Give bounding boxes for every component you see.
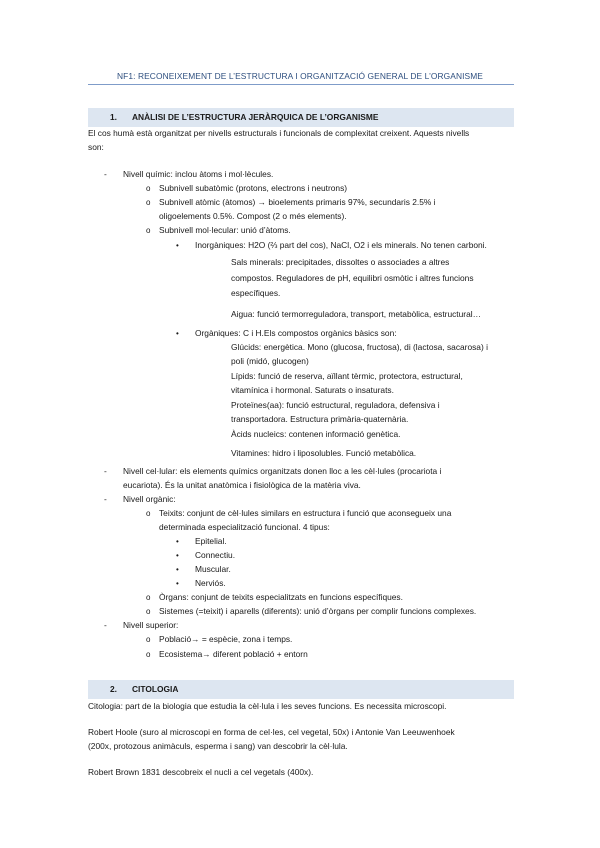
circle-bullet: o — [146, 198, 151, 207]
acids-nucleics: Àcids nucleics: contenen informació genètica. — [231, 429, 401, 439]
intro-line-1: El cos humà està organitzat per nivells estructurals i funcionals de complexitat creixent. Aquests nivells — [88, 128, 470, 138]
sals-line-1: Sals minerals: precipitades, dissoltes o associades a altres — [231, 257, 450, 267]
teixit-type: Muscular. — [195, 564, 231, 574]
proteines-line-2: transportadora. Estructura primària-quaternària. — [231, 414, 409, 424]
hooke-paragraph-line-2: (200x, protozous animàculs, esperma i sang) van descobrir la cèl·lula. — [88, 741, 348, 751]
dash-bullet: - — [104, 466, 107, 476]
teixit-type: Epitelial. — [195, 536, 227, 546]
section-1-title: ANÀLISI DE L’ESTRUCTURA JERÀRQUICA DE L’ORGANISME — [132, 112, 379, 122]
organiques: Orgàniques: C i H.Els compostos orgànics bàsics son: — [195, 328, 397, 338]
section-2-number: 2. — [110, 684, 117, 694]
teixit-type: Nerviós. — [195, 578, 226, 588]
proteines-line-1: Proteïnes(aa): funció estructural, reguladora, defensiva i — [231, 400, 440, 410]
inorganiques: Inorgàniques: H2O (⅔ part del cos), NaCl, O2 i els minerals. No tenen carboni. — [195, 240, 487, 250]
section-1-number: 1. — [110, 112, 117, 122]
aigua: Aigua: funció termorreguladora, transport, metabòlica, estructural… — [231, 309, 481, 319]
subnivell-atomic-line-2: oligoelements 0.5%. Compost (2 o més elements). — [159, 211, 347, 221]
organs: Òrgans: conjunt de teixits especialitzats en funcions específiques. — [159, 592, 403, 602]
nivell-quimic-label: Nivell químic: inclou àtoms i mol·lècules. — [123, 169, 274, 179]
dot-bullet: • — [176, 579, 179, 588]
circle-bullet: o — [146, 184, 151, 193]
nivell-superior-label: Nivell superior: — [123, 620, 179, 630]
lipids-line-1: Lípids: funció de reserva, aïllant tèrmic, protectora, estructural, — [231, 371, 463, 381]
poblacio: Població→ = espècie, zona i temps. — [159, 634, 293, 644]
dash-bullet: - — [104, 169, 107, 179]
circle-bullet: o — [146, 650, 151, 659]
dash-bullet: - — [104, 620, 107, 630]
nivell-cellular-line-1: Nivell cel·lular: els elements químics organitzats donen lloc a les cèl·lules (procariota i — [123, 466, 442, 476]
section-1-heading — [88, 108, 514, 127]
hooke-paragraph-line-1: Robert Hoole (suro al microscopi en forma de cel·les, cel vegetal, 50x) i Antonie Van Leeuwenhoek — [88, 727, 455, 737]
brown-paragraph: Robert Brown 1831 descobreix el nucli a cel vegetals (400x). — [88, 767, 314, 777]
vitamines: Vitamines: hidro i liposolubles. Funció metabòlica. — [231, 448, 417, 458]
teixit-type: Connectiu. — [195, 550, 236, 560]
glucids-line-1: Glúcids: energètica. Mono (glucosa, fructosa), di (lactosa, sacarosa) i — [231, 342, 488, 352]
nivell-organic-label: Nivell orgànic: — [123, 494, 176, 504]
circle-bullet: o — [146, 635, 151, 644]
teixits-line-1: Teixits: conjunt de cèl·lules similars en estructura i funció que aconsegueix una — [159, 508, 452, 518]
circle-bullet: o — [146, 509, 151, 518]
sals-line-2: compostos. Reguladores de pH, equilibri osmòtic i altres funcions — [231, 273, 474, 283]
citologia-paragraph: Citologia: part de la biologia que estudia la cèl·lula i les seves funcions. Es necessita microscopi. — [88, 701, 447, 711]
glucids-line-2: poli (midó, glucogen) — [231, 356, 309, 366]
section-2-title: CITOLOGIA — [132, 684, 179, 694]
section-2-heading — [88, 680, 514, 699]
sistemes: Sistemes (=teixit) i aparells (diferents): unió d’òrgans per complir funcions complexes. — [159, 606, 477, 616]
subnivell-atomic-line-1: Subnivell atòmic (àtomos) → bioelements primaris 97%, secundaris 2.5% i — [159, 197, 436, 207]
nivell-cellular-line-2: eucariota). És la unitat anatòmica i fisiològica de la matèria viva. — [123, 480, 361, 490]
dot-bullet: • — [176, 241, 179, 250]
dot-bullet: • — [176, 537, 179, 546]
teixits-line-2: determinada especialització funcional. 4 tipus: — [159, 522, 330, 532]
lipids-line-2: vitamínica i hormonal. Saturats o insaturats. — [231, 385, 394, 395]
subnivell-molecular: Subnivell mol·lecular: unió d’àtoms. — [159, 225, 291, 235]
header-divider — [88, 84, 514, 85]
dot-bullet: • — [176, 565, 179, 574]
subnivell-subatomic: Subnivell subatòmic (protons, electrons i neutrons) — [159, 183, 348, 193]
page-header-title: NF1: RECONEIXEMENT DE L’ESTRUCTURA I ORGANITZACIÓ GENERAL DE L’ORGANISME — [117, 71, 483, 81]
sals-line-3: específiques. — [231, 288, 281, 298]
intro-line-2: son: — [88, 142, 104, 152]
dash-bullet: - — [104, 494, 107, 504]
dot-bullet: • — [176, 551, 179, 560]
ecosistema: Ecosistema→ diferent població + entorn — [159, 649, 308, 659]
dot-bullet: • — [176, 329, 179, 338]
circle-bullet: o — [146, 607, 151, 616]
circle-bullet: o — [146, 226, 151, 235]
circle-bullet: o — [146, 593, 151, 602]
